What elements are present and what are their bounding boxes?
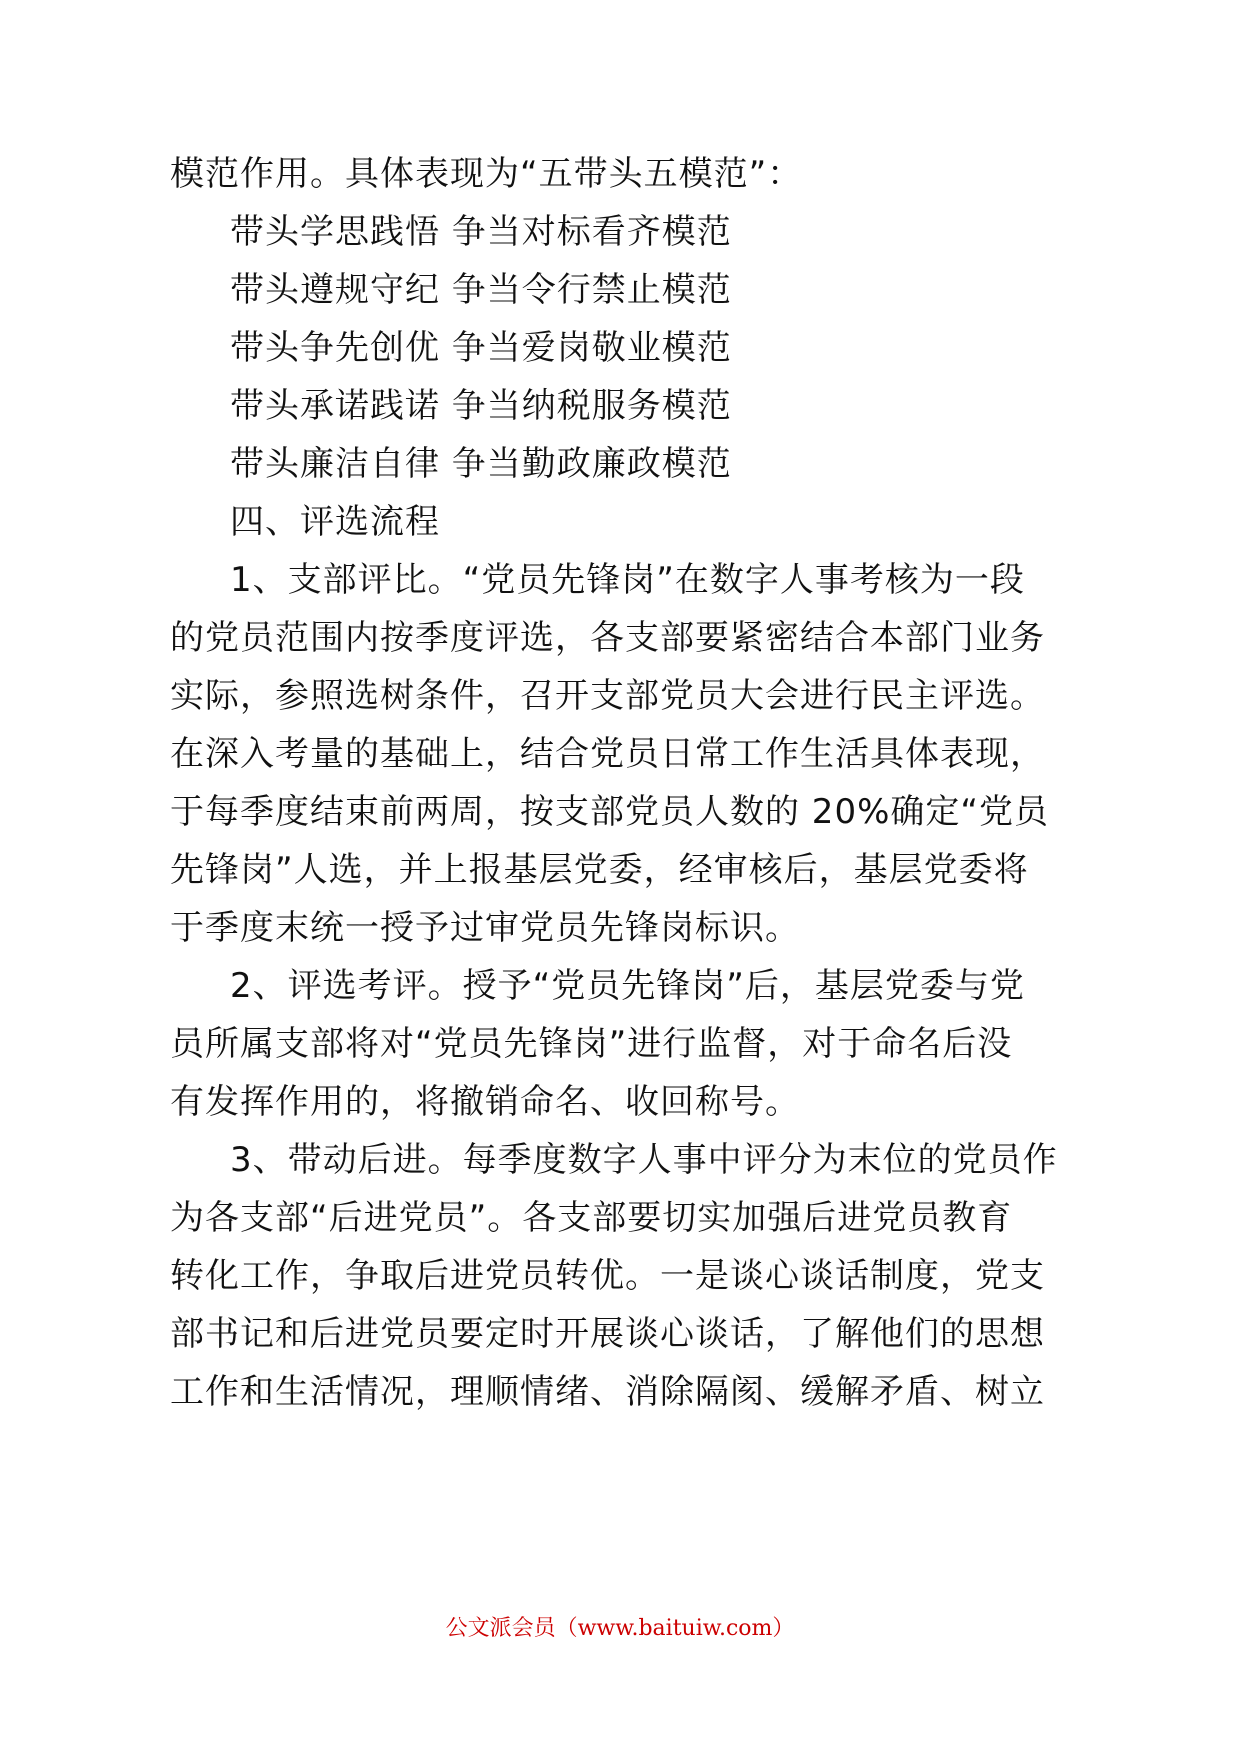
paragraph-line: 部书记和后进党员要定时开展谈心谈话，了解他们的思想	[170, 1314, 1045, 1354]
footer-watermark-link[interactable]: 公文派会员（www.baituiw.com）	[445, 1616, 795, 1641]
list-item: 带头遵规守纪 争当令行禁止模范	[230, 270, 732, 310]
paragraph-line: 于季度末统一授予过审党员先锋岗标识。	[170, 908, 800, 948]
paragraph-line: 为各支部“后进党员”。各支部要切实加强后进党员教育	[170, 1198, 1013, 1238]
paragraph-line: 2、评选考评。授予“党员先锋岗”后，基层党委与党	[230, 966, 1025, 1006]
section-heading: 四、评选流程	[230, 502, 440, 542]
paragraph-line: 的党员范围内按季度评选，各支部要紧密结合本部门业务	[170, 618, 1045, 658]
paragraph-line: 1、支部评比。“党员先锋岗”在数字人事考核为一段	[230, 560, 1025, 600]
paragraph-line: 3、带动后进。每季度数字人事中评分为末位的党员作	[230, 1140, 1058, 1180]
paragraph-line: 模范作用。具体表现为“五带头五模范”：	[170, 154, 803, 194]
paragraph-line: 工作和生活情况，理顺情绪、消除隔阂、缓解矛盾、树立	[170, 1372, 1045, 1412]
paragraph-line: 员所属支部将对“党员先锋岗”进行监督，对于命名后没	[170, 1024, 1013, 1064]
paragraph-line: 于每季度结束前两周，按支部党员人数的 20%确定“党员	[170, 792, 1049, 832]
list-item: 带头争先创优 争当爱岗敬业模范	[230, 328, 732, 368]
paragraph-line: 实际，参照选树条件，召开支部党员大会进行民主评选。	[170, 676, 1045, 716]
paragraph-line: 在深入考量的基础上，结合党员日常工作生活具体表现，	[170, 734, 1045, 774]
paragraph-line: 转化工作，争取后进党员转优。一是谈心谈话制度，党支	[170, 1256, 1045, 1296]
paragraph-line: 有发挥作用的，将撤销命名、收回称号。	[170, 1082, 800, 1122]
list-item: 带头学思践悟 争当对标看齐模范	[230, 212, 732, 252]
paragraph-line: 先锋岗”人选，并上报基层党委，经审核后，基层党委将	[170, 850, 1029, 890]
list-item: 带头承诺践诺 争当纳税服务模范	[230, 386, 732, 426]
list-item: 带头廉洁自律 争当勤政廉政模范	[230, 444, 732, 484]
